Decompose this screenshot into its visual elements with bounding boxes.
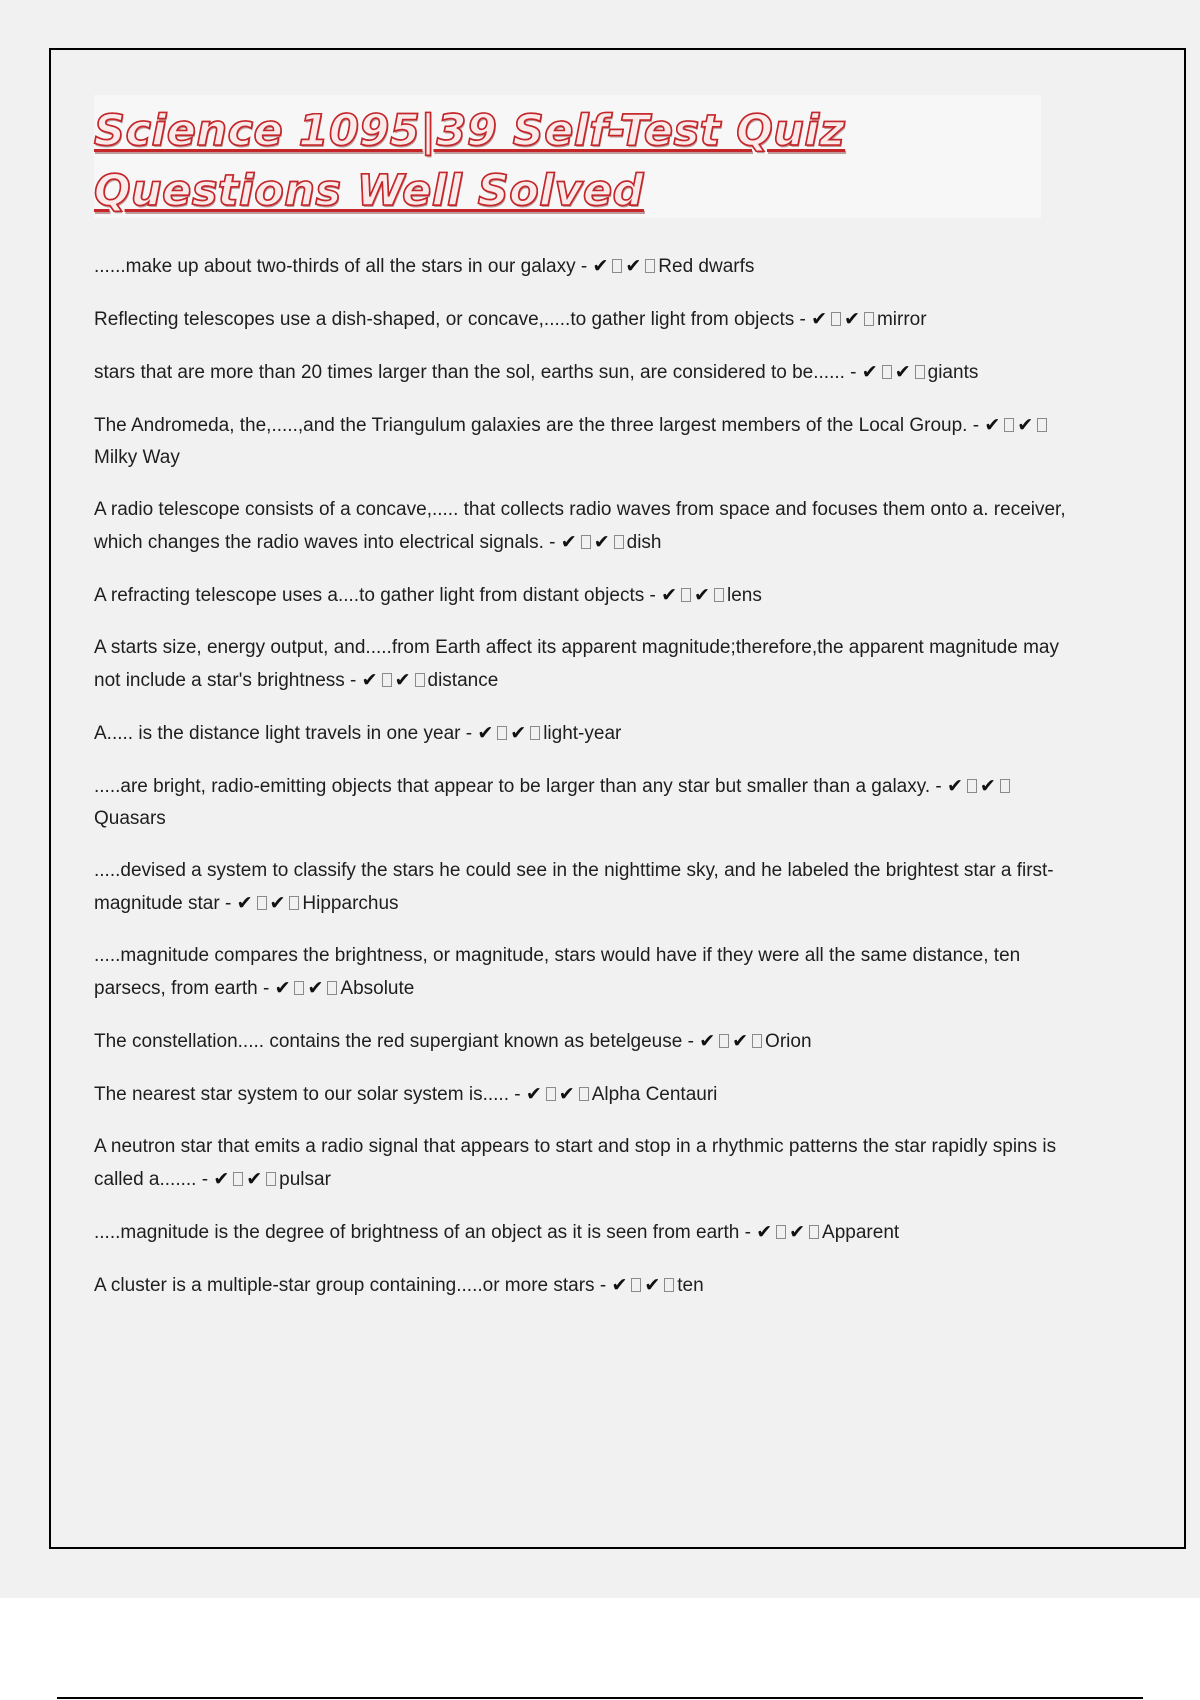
question-text: A neutron star that emits a radio signal that appears to start and stop in a rhythmic patterns the star rapidly spins is called a....... - xyxy=(94,1136,1057,1190)
answer-marker xyxy=(237,893,303,914)
question-item xyxy=(94,303,1069,336)
missing-glyph-box-icon xyxy=(581,535,591,549)
checkmark-icon: ✔ xyxy=(661,584,679,606)
answer-marker xyxy=(756,1222,822,1243)
missing-glyph-box-icon xyxy=(915,365,925,379)
missing-glyph-box-icon xyxy=(327,981,337,995)
answer-marker xyxy=(611,1275,677,1296)
checkmark-icon: ✔ xyxy=(394,669,412,691)
checkmark-icon: ✔ xyxy=(307,977,325,999)
missing-glyph-box-icon xyxy=(497,726,507,740)
question-item xyxy=(94,1025,1069,1058)
answer-text: ten xyxy=(677,1275,704,1296)
question-item xyxy=(94,1078,1069,1111)
checkmark-icon: ✔ xyxy=(756,1221,774,1243)
title-line-1: Science 1095|39 Self-Test Quiz xyxy=(94,106,846,156)
checkmark-icon: ✔ xyxy=(274,977,292,999)
missing-glyph-box-icon xyxy=(382,673,392,687)
answer-marker xyxy=(984,415,1050,436)
answer-marker xyxy=(526,1084,592,1105)
question-item xyxy=(94,1269,1069,1302)
question-text: The constellation..... contains the red supergiant known as betelgeuse - xyxy=(94,1031,700,1052)
checkmark-icon: ✔ xyxy=(558,1083,576,1105)
question-text: The Andromeda, the,.....,and the Triangulum galaxies are the three largest members of the Local Group. - xyxy=(94,415,985,436)
missing-glyph-box-icon xyxy=(631,1278,641,1292)
missing-glyph-box-icon xyxy=(645,259,655,273)
missing-glyph-box-icon xyxy=(831,312,841,326)
answer-marker xyxy=(213,1169,279,1190)
checkmark-icon: ✔ xyxy=(510,722,528,744)
answer-text: Absolute xyxy=(340,978,415,999)
question-text: Reflecting telescopes use a dish-shaped, or concave,.....to gather light from objects - xyxy=(94,309,812,330)
checkmark-icon: ✔ xyxy=(592,255,610,277)
question-item xyxy=(94,356,1069,389)
missing-glyph-box-icon xyxy=(967,779,977,793)
question-text: stars that are more than 20 times larger than the sol, earths sun, are considered to be...... - xyxy=(94,362,862,383)
question-item xyxy=(94,940,1069,1005)
checkmark-icon: ✔ xyxy=(979,775,997,797)
checkmark-icon: ✔ xyxy=(1017,414,1035,436)
checkmark-icon: ✔ xyxy=(236,892,254,914)
answer-marker xyxy=(661,585,727,606)
question-text: The nearest star system to our solar system is..... - xyxy=(94,1084,526,1105)
checkmark-icon: ✔ xyxy=(861,361,879,383)
question-item xyxy=(94,1131,1069,1196)
question-item xyxy=(94,855,1069,920)
answer-marker xyxy=(477,723,543,744)
question-item xyxy=(94,1216,1069,1249)
answer-text: Alpha Centauri xyxy=(591,1084,718,1105)
checkmark-icon: ✔ xyxy=(732,1030,750,1052)
checkmark-icon: ✔ xyxy=(560,531,578,553)
checkmark-icon: ✔ xyxy=(477,722,495,744)
question-text: .....are bright, radio-emitting objects that appear to be larger than any star but smaller than a galaxy. - xyxy=(94,776,947,797)
missing-glyph-box-icon xyxy=(882,365,892,379)
checkmark-icon: ✔ xyxy=(246,1168,264,1190)
missing-glyph-box-icon xyxy=(714,588,724,602)
missing-glyph-box-icon xyxy=(415,673,425,687)
answer-marker xyxy=(592,256,658,277)
answer-text: Red dwarfs xyxy=(658,256,755,277)
question-item xyxy=(94,579,1069,612)
answer-text: giants xyxy=(927,362,979,383)
answer-marker xyxy=(275,978,341,999)
footer-divider xyxy=(57,1697,1143,1699)
question-text: A starts size, energy output, and.....from Earth affect its apparent magnitude;therefore,the apparent magnitude may not include a star's brightness - xyxy=(94,637,1059,691)
missing-glyph-box-icon xyxy=(864,312,874,326)
missing-glyph-box-icon xyxy=(579,1087,589,1101)
missing-glyph-box-icon xyxy=(233,1172,243,1186)
missing-glyph-box-icon xyxy=(681,588,691,602)
checkmark-icon: ✔ xyxy=(611,1274,629,1296)
question-text: A..... is the distance light travels in one year - xyxy=(94,723,478,744)
missing-glyph-box-icon xyxy=(809,1225,819,1239)
checkmark-icon: ✔ xyxy=(789,1221,807,1243)
question-item xyxy=(94,770,1069,835)
answer-marker xyxy=(811,309,877,330)
missing-glyph-box-icon xyxy=(294,981,304,995)
missing-glyph-box-icon xyxy=(719,1034,729,1048)
checkmark-icon: ✔ xyxy=(213,1168,231,1190)
answer-marker xyxy=(561,532,627,553)
answer-text: distance xyxy=(427,670,499,691)
checkmark-icon: ✔ xyxy=(811,308,829,330)
checkmark-icon: ✔ xyxy=(894,361,912,383)
checkmark-icon: ✔ xyxy=(699,1030,717,1052)
question-item xyxy=(94,409,1069,474)
answer-text: mirror xyxy=(876,309,927,330)
title-block xyxy=(94,95,1041,218)
answer-marker xyxy=(947,776,1013,797)
answer-text: Milky Way xyxy=(94,447,180,468)
checkmark-icon: ✔ xyxy=(625,255,643,277)
missing-glyph-box-icon xyxy=(614,535,624,549)
checkmark-icon: ✔ xyxy=(361,669,379,691)
missing-glyph-box-icon xyxy=(776,1225,786,1239)
question-item xyxy=(94,494,1069,559)
title-line-2: Questions Well Solved xyxy=(94,166,644,216)
checkmark-icon: ✔ xyxy=(525,1083,543,1105)
answer-text: Hipparchus xyxy=(302,893,399,914)
question-item xyxy=(94,250,1069,283)
checkmark-icon: ✔ xyxy=(694,584,711,606)
question-text: .....magnitude is the degree of brightness of an object as it is seen from earth - xyxy=(94,1222,757,1243)
question-text: ......make up about two-thirds of all the stars in our galaxy - xyxy=(94,256,593,277)
missing-glyph-box-icon xyxy=(1004,418,1014,432)
checkmark-icon: ✔ xyxy=(593,531,611,553)
question-text: .....devised a system to classify the stars he could see in the nighttime sky, and he labeled the brightest star a first-magnitude star - xyxy=(94,860,1054,914)
answer-text: pulsar xyxy=(279,1169,331,1190)
answer-marker xyxy=(362,670,428,691)
answer-text: dish xyxy=(626,532,662,553)
question-item xyxy=(94,717,1069,750)
answer-text: Apparent xyxy=(822,1222,900,1243)
missing-glyph-box-icon xyxy=(530,726,540,740)
missing-glyph-box-icon xyxy=(257,896,267,910)
question-text: A refracting telescope uses a....to gather light from distant objects - xyxy=(94,585,662,606)
missing-glyph-box-icon xyxy=(612,259,622,273)
answer-text: lens xyxy=(726,585,762,606)
answer-text: Quasars xyxy=(94,808,166,829)
missing-glyph-box-icon xyxy=(664,1278,674,1292)
missing-glyph-box-icon xyxy=(1000,779,1010,793)
question-list xyxy=(94,250,1069,1322)
document-title xyxy=(94,95,1041,221)
missing-glyph-box-icon xyxy=(266,1172,276,1186)
answer-text: light-year xyxy=(543,723,622,744)
missing-glyph-box-icon xyxy=(1037,418,1047,432)
question-item xyxy=(94,632,1069,697)
question-text: .....magnitude compares the brightness, or magnitude, stars would have if they were all the same distance, ten parsecs, from earth - xyxy=(94,945,1021,999)
missing-glyph-box-icon xyxy=(546,1087,556,1101)
checkmark-icon: ✔ xyxy=(947,775,964,797)
question-text: A radio telescope consists of a concave,..... that collects radio waves from space and focuses them onto a. receiver, which changes the radio waves into electrical signals. - xyxy=(94,499,1066,553)
answer-text: Orion xyxy=(765,1031,812,1052)
answer-marker xyxy=(699,1031,765,1052)
question-text: A cluster is a multiple-star group containing.....or more stars - xyxy=(94,1275,612,1296)
checkmark-icon: ✔ xyxy=(269,892,287,914)
checkmark-icon: ✔ xyxy=(984,414,1002,436)
answer-marker xyxy=(862,362,928,383)
checkmark-icon: ✔ xyxy=(844,308,861,330)
missing-glyph-box-icon xyxy=(752,1034,762,1048)
missing-glyph-box-icon xyxy=(289,896,299,910)
checkmark-icon: ✔ xyxy=(644,1274,662,1296)
